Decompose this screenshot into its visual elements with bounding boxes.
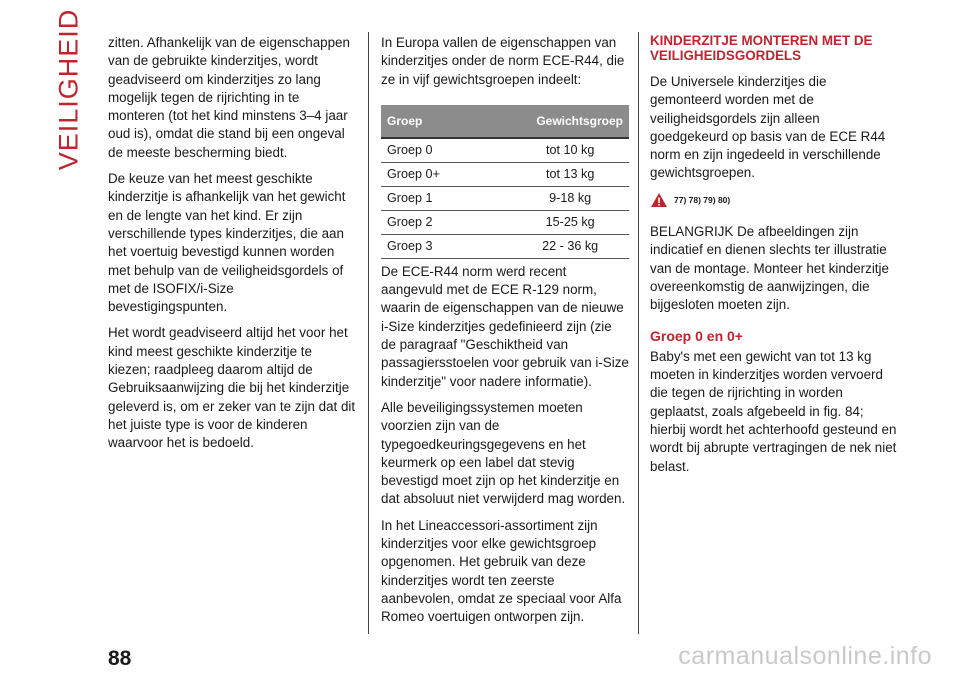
text-column-3 [650, 34, 900, 484]
table-cell-group: Groep 1 [381, 186, 477, 210]
watermark: carmanualsonline.info [678, 642, 932, 670]
paragraph: zitten. Afhankelijk van de eigenschappen van de gebruikte kinderzitjes, wordt geadviseerd om kinderzitjes zo lang mogelijk tegen de rijrichting in te monteren (tot het kind minstens 3–4 jaar oud is), omdat die stand bij een ongeval de meeste bescherming biedt. [108, 35, 350, 160]
page-number: 88 [108, 647, 132, 670]
section-tab [46, 8, 92, 170]
text-column-1 [108, 34, 356, 461]
table-cell-weight: tot 13 kg [477, 162, 629, 186]
warning-refs: 77) 78) 79) 80) [674, 194, 731, 205]
table-row [381, 162, 629, 186]
table-row [381, 234, 629, 258]
table-cell-weight: tot 10 kg [477, 138, 629, 163]
table-cell-group: Groep 0 [381, 138, 477, 163]
table-cell-group: Groep 2 [381, 210, 477, 234]
table-header-group: Groep [381, 105, 477, 138]
paragraph: De keuze van het meest geschikte kinderzitje is afhankelijk van het gewicht en de lengte van het kind. Er zijn verschillende types kinderzitjes, die aan het voertuig bevestigd kunnen worden met behulp van de veiligheidsgordels of met de ISOFIX/i-Size bevestigingspunten. [108, 171, 346, 315]
paragraph: De Universele kinderzitjes die gemonteerd worden met de veiligheidsgordels zijn alleen goedgekeurd op basis van de ECE R44 norm en zijn ingedeeld in verschillende gewichtsgroepen. [650, 74, 886, 181]
warning-triangle-icon [650, 192, 668, 208]
weight-group-table [381, 105, 629, 259]
subsection-heading: Groep 0 en 0+ [650, 327, 743, 344]
table-cell-weight: 9-18 kg [477, 186, 629, 210]
warning-reference [650, 191, 900, 209]
table-cell-group: Groep 0+ [381, 162, 477, 186]
table-header-row [381, 105, 629, 138]
table-cell-group: Groep 3 [381, 234, 477, 258]
column-divider [638, 32, 639, 634]
table-cell-weight: 15-25 kg [477, 210, 629, 234]
text-column-2 [381, 34, 629, 635]
table-row [381, 186, 629, 210]
paragraph: In het Lineaccessori-assortiment zijn kinderzitjes voor elke gewichtsgroep opgenomen. Het gebruik van deze kinderzitjes wordt ten zeerste aanbevolen, omdat ze speciaal voor Alfa Romeo voertuigen ontworpen zijn. [381, 517, 622, 625]
paragraph: Alle beveiligingssystemen moeten voorzien zijn van de typegoedkeuringsgegevens en het keurmerk op een label dat stevig bevestigd moet zijn op het kinderzitje en dat absoluut niet verwijderd mag worden. [381, 399, 626, 507]
paragraph: Baby's met een gewicht van tot 13 kg moeten in kinderzitjes worden vervoerd die tegen de rijrichting in worden geplaatst, zoals afgebeeld in fig. 84; hierbij wordt het achterhoofd gesteund en wordt bij abrupte vertragingen de nek niet belast. [650, 348, 897, 474]
paragraph: BELANGRIJK De afbeeldingen zijn indicatief en dienen slechts ter illustratie van de montage. Monteer het kinderzitje overeenkomstig de aanwijzingen, die bijgesloten moeten zijn. [650, 224, 889, 313]
table-row [381, 210, 629, 234]
paragraph: Het wordt geadviseerd altijd het voor het kind meest geschikte kinderzitje te kiezen; raadpleeg daarom altijd de Gebruiksaanwijzing die bij het kinderzitje geleverd is, om er zeker van te zijn dat dit het juiste type is voor de kinderen waarvoor het is bedoeld. [108, 325, 356, 451]
section-heading: KINDERZITJE MONTEREN MET DE VEILIGHEIDSGORDELS [650, 33, 873, 63]
column-divider [368, 32, 369, 634]
paragraph: De ECE-R44 norm werd recent aangevuld met de ECE R-129 norm, waarin de eigenschappen van de nieuwe i-Size kinderzitjes gedefinieerd zijn (zie de paragraaf "Geschiktheid van passagiersstoelen voor gebruik van i-Size kinderzitje" voor nadere informatie). [381, 263, 629, 389]
table-row [381, 138, 629, 163]
paragraph: In Europa vallen de eigenschappen van kinderzitjes onder de norm ECE-R44, die ze in vijf gewichtsgroepen indeelt: [381, 35, 625, 87]
table-header-weight: Gewichtsgroep [477, 105, 629, 138]
section-tab-label: VEILIGHEID [53, 8, 84, 170]
table-cell-weight: 22 - 36 kg [477, 234, 629, 258]
